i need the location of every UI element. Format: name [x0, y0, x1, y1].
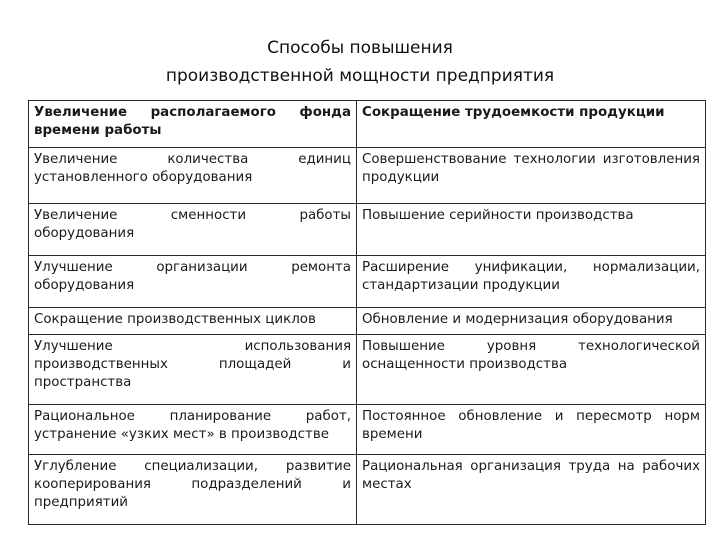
title-line-1: Способы повышения [267, 38, 453, 58]
methods-table [28, 100, 706, 525]
table-cell-left: Углубление специализации, развитие кооперирования подразделений и предприятий [29, 455, 357, 525]
table-cell-left: Улучшение использования производственных площадей и пространства [29, 335, 357, 405]
table-cell-right: Совершенствование технологии изготовления продукции [357, 148, 706, 204]
header-cell-labor-intensity: Сокращение трудоемкости продукции [357, 101, 706, 148]
table-cell-right: Обновление и модернизация оборудования [357, 308, 706, 335]
table-row [29, 455, 706, 525]
table-cell-right: Повышение серийности производства [357, 204, 706, 256]
table-header-row [29, 101, 706, 148]
title-line-2: производственной мощности предприятия [165, 66, 555, 86]
table-cell-left: Увеличение сменности работы оборудования [29, 204, 357, 256]
table-row [29, 335, 706, 405]
table-row [29, 308, 706, 335]
table-row [29, 148, 706, 204]
table-cell-right: Постоянное обновление и пересмотр норм времени [357, 405, 706, 455]
table-cell-left: Сокращение производственных циклов [29, 308, 357, 335]
table-cell-left: Увеличение количества единиц установленного оборудования [29, 148, 357, 204]
table-cell-left: Улучшение организации ремонта оборудования [29, 256, 357, 308]
table-cell-right: Повышение уровня технологической оснащенности производства [357, 335, 706, 405]
table-cell-left: Рациональное планирование работ, устранение «узких мест» в производстве [29, 405, 357, 455]
table-row [29, 204, 706, 256]
table-row [29, 405, 706, 455]
table-row [29, 256, 706, 308]
table-cell-right: Расширение унификации, нормализации, стандартизации продукции [357, 256, 706, 308]
page-title [0, 34, 720, 90]
header-cell-time-fund: Увеличение располагаемого фонда времени работы [29, 101, 357, 148]
table-cell-right: Рациональная организация труда на рабочих местах [357, 455, 706, 525]
